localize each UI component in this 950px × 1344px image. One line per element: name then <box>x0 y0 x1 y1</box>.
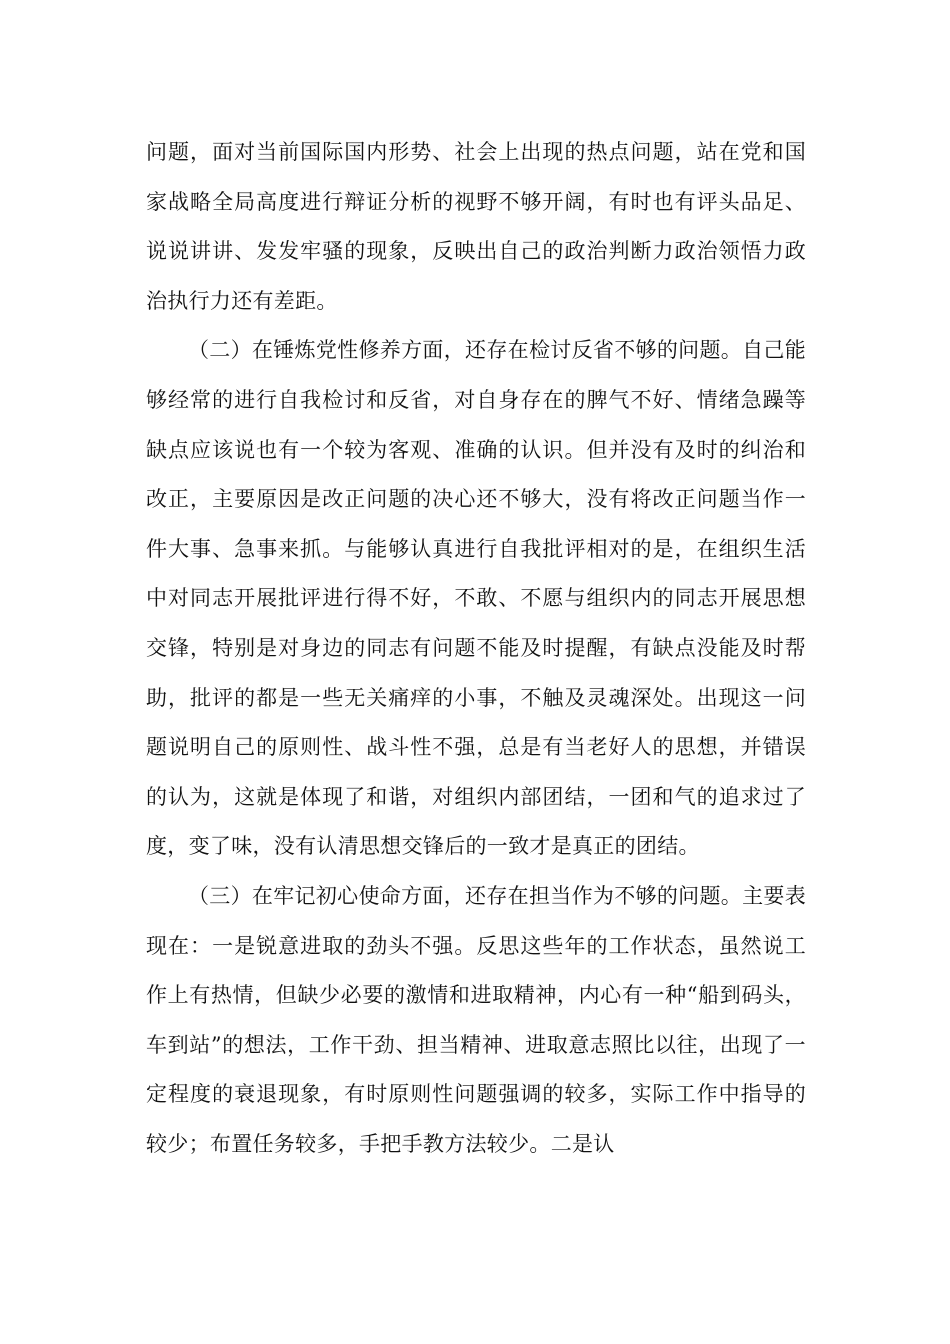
document-body <box>146 128 806 1169</box>
paragraph-continuation: 问题，面对当前国际国内形势、社会上出现的热点问题，站在党和国家战略全局高度进行辩证分析的视野不够开阔，有时也有评头品足、说说讲讲、发发牢骚的现象，反映出自己的政治判断力政治领悟力政治执行力还有差距。 <box>146 140 806 313</box>
paragraph-section-three: （三）在牢记初心使命方面，还存在担当作为不够的问题。主要表现在：一是锐意进取的劲头不强。反思这些年的工作状态，虽然说工作上有热情，但缺少必要的激情和进取精神，内心有一种“船到码头，车到站”的想法，工作干劲、担当精神、进取意志照比以往，出现了一定程度的衰退现象，有时原则性问题强调的较多，实际工作中指导的较少；布置任务较多，手把手教方法较少。二是认 <box>146 883 806 1156</box>
paragraph-section-two: （二）在锤炼党性修养方面，还存在检讨反省不够的问题。自己能够经常的进行自我检讨和反省，对自身存在的脾气不好、情绪急躁等缺点应该说也有一个较为客观、准确的认识。但并没有及时的纠治和改正，主要原因是改正问题的决心还不够大，没有将改正问题当作一件大事、急事来抓。与能够认真进行自我批评相对的是，在组织生活中对同志开展批评进行得不好，不敢、不愿与组织内的同志开展思想交锋，特别是对身边的同志有问题不能及时提醒，有缺点没能及时帮助，批评的都是一些无关痛痒的小事，不触及灵魂深处。出现这一问题说明自己的原则性、战斗性不强，总是有当老好人的思想，并错误的认为，这就是体现了和谐，对组织内部团结，一团和气的追求过了度，变了味，没有认清思想交锋后的一致才是真正的团结。 <box>146 338 806 859</box>
